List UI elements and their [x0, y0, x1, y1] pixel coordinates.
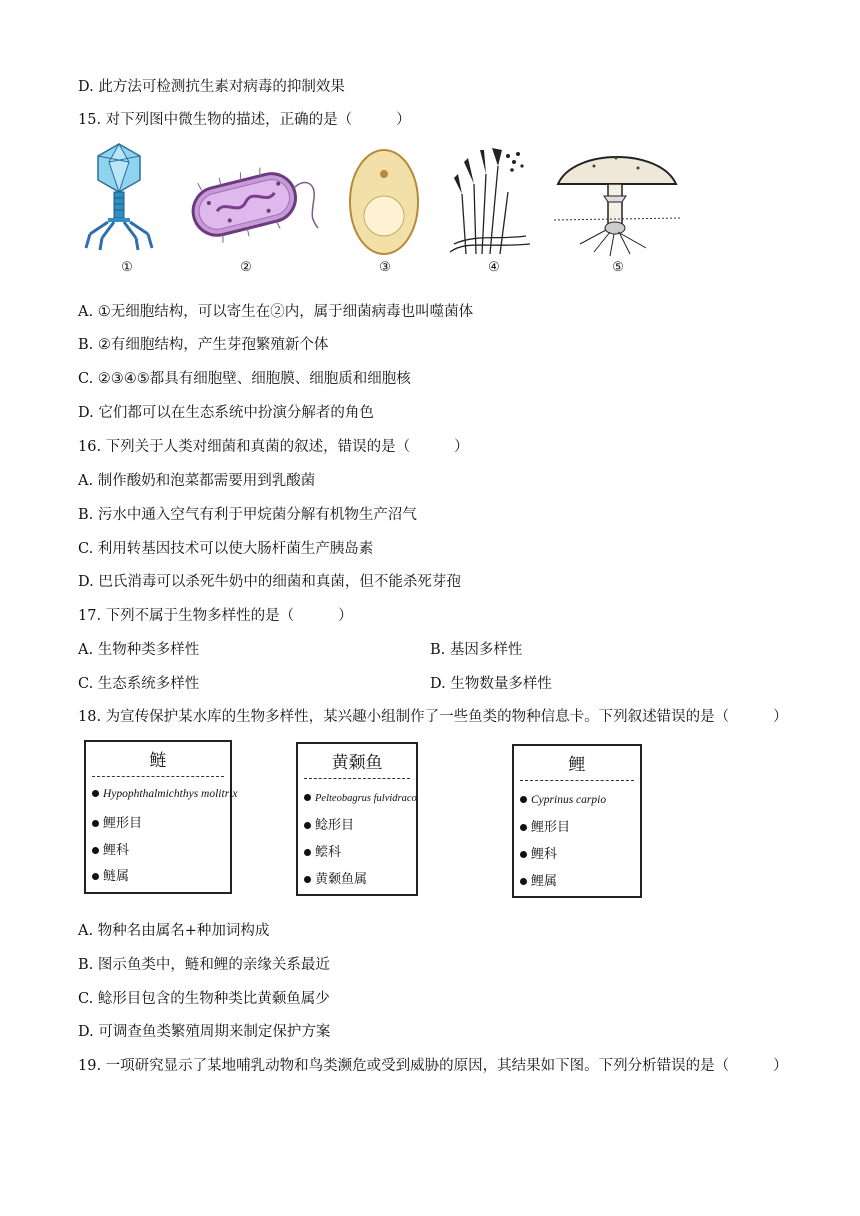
card-genus-text: 鲤属 [531, 874, 558, 889]
card-order-text: 鲤形目 [531, 820, 571, 835]
card-order [92, 812, 142, 831]
card-divider [520, 780, 634, 781]
q17-option-c: C. 生态系统多样性 [78, 676, 200, 692]
q15-stem-end: ） [396, 112, 411, 128]
card-divider [92, 776, 224, 777]
q16-stem [78, 435, 469, 456]
q16-option-a: A. 制作酸奶和泡菜都需要用到乳酸菌 [78, 473, 316, 489]
card-family [304, 841, 341, 860]
q15-option-d: D. 它们都可以在生态系统中扮演分解者的角色 [78, 405, 374, 421]
q17-stem-end: ） [338, 608, 353, 624]
card-latin-name [92, 786, 237, 801]
q17-option-a: A. 生物种类多样性 [78, 642, 200, 658]
card-family [520, 843, 557, 862]
q17-stem [78, 604, 353, 625]
species-card-yellow-catfish [296, 742, 418, 896]
card-order [520, 816, 570, 835]
mushroom-icon [554, 138, 680, 258]
q15-option-c: C. ②③④⑤都具有细胞壁、细胞膜、细胞质和细胞核 [78, 371, 411, 387]
card-title: 鲢 [149, 751, 167, 771]
card-latin-text: Pelteobagrus fulvidraco [315, 793, 417, 804]
q14-option-d: D. 此方法可检测抗生素对病毒的抑制效果 [78, 79, 345, 95]
card-genus-text: 黄颡鱼属 [315, 872, 368, 887]
card-latin-name [304, 790, 417, 805]
card-latin-text: Cyprinus carpio [531, 794, 607, 806]
card-latin-name [520, 792, 606, 807]
species-card-silver-carp [84, 740, 238, 894]
card-genus [520, 870, 557, 889]
card-order [304, 814, 354, 833]
bacteriophage-icon [84, 140, 154, 255]
q19-stem-text: 19. 一项研究显示了某地哺乳动物和鸟类濒危或受到威胁的原因，其结果如下图。下列分析错误的是（ [78, 1058, 730, 1074]
mold-icon [446, 144, 534, 256]
q15-label-1: ① [121, 260, 133, 275]
q19-stem [78, 1054, 788, 1075]
q18-option-c: C. 鲶形目包含的生物种类比黄颡鱼属少 [78, 991, 330, 1007]
card-family-text: 鲿科 [315, 845, 342, 860]
q15-stem [78, 108, 411, 129]
card-order-text: 鲶形目 [315, 818, 355, 833]
card-family-text: 鲤科 [103, 843, 130, 858]
q18-stem-text: 18. 为宣传保护某水库的生物多样性，某兴趣小组制作了一些鱼类的物种信息卡。下列叙述错误的是（ [78, 709, 730, 725]
card-title: 鲤 [568, 755, 586, 775]
card-title: 黄颡鱼 [331, 753, 383, 773]
card-family-text: 鲤科 [531, 847, 558, 862]
q15-label-2: ② [240, 260, 252, 275]
card-genus [304, 868, 367, 887]
q15-option-b: B. ②有细胞结构，产生芽孢繁殖新个体 [78, 337, 329, 353]
q18-option-d: D. 可调查鱼类繁殖周期来制定保护方案 [78, 1024, 331, 1040]
q16-option-c: C. 利用转基因技术可以使大肠杆菌生产胰岛素 [78, 541, 374, 557]
q16-stem-text: 16. 下列关于人类对细菌和真菌的叙述，错误的是（ [78, 439, 411, 455]
q15-label-3: ③ [379, 260, 391, 275]
q17-option-d: D. 生物数量多样性 [430, 676, 552, 692]
q18-option-a: A. 物种名由属名+种加词构成 [78, 923, 270, 939]
q17-stem-text: 17. 下列不属于生物多样性的是（ [78, 608, 295, 624]
q15-option-a: A. ①无细胞结构，可以寄生在②内，属于细菌病毒也叫噬菌体 [78, 304, 474, 320]
bacterium-icon [186, 158, 326, 248]
q16-option-b: B. 污水中通入空气有利于甲烷菌分解有机物生产沼气 [78, 507, 417, 523]
q15-label-4: ④ [488, 260, 500, 275]
card-family [92, 839, 129, 858]
q18-stem [78, 705, 788, 726]
q19-stem-end: ） [773, 1058, 788, 1074]
card-genus [92, 865, 129, 884]
q16-stem-end: ） [454, 439, 469, 455]
card-genus-text: 鲢属 [103, 869, 130, 884]
card-divider [304, 778, 410, 779]
q15-label-5: ⑤ [612, 260, 624, 275]
species-card-common-carp [512, 744, 642, 898]
card-order-text: 鲤形目 [103, 816, 143, 831]
card-latin-text: Hypophthalmichthys molitrix [103, 788, 238, 800]
q15-stem-text: 15. 对下列图中微生物的描述，正确的是（ [78, 112, 353, 128]
q18-option-b: B. 图示鱼类中，鲢和鲤的亲缘关系最近 [78, 957, 330, 973]
q18-stem-end: ） [773, 709, 788, 725]
q16-option-d: D. 巴氏消毒可以杀死牛奶中的细菌和真菌，但不能杀死芽孢 [78, 574, 461, 590]
yeast-icon [346, 146, 422, 258]
q17-option-b: B. 基因多样性 [430, 642, 523, 658]
